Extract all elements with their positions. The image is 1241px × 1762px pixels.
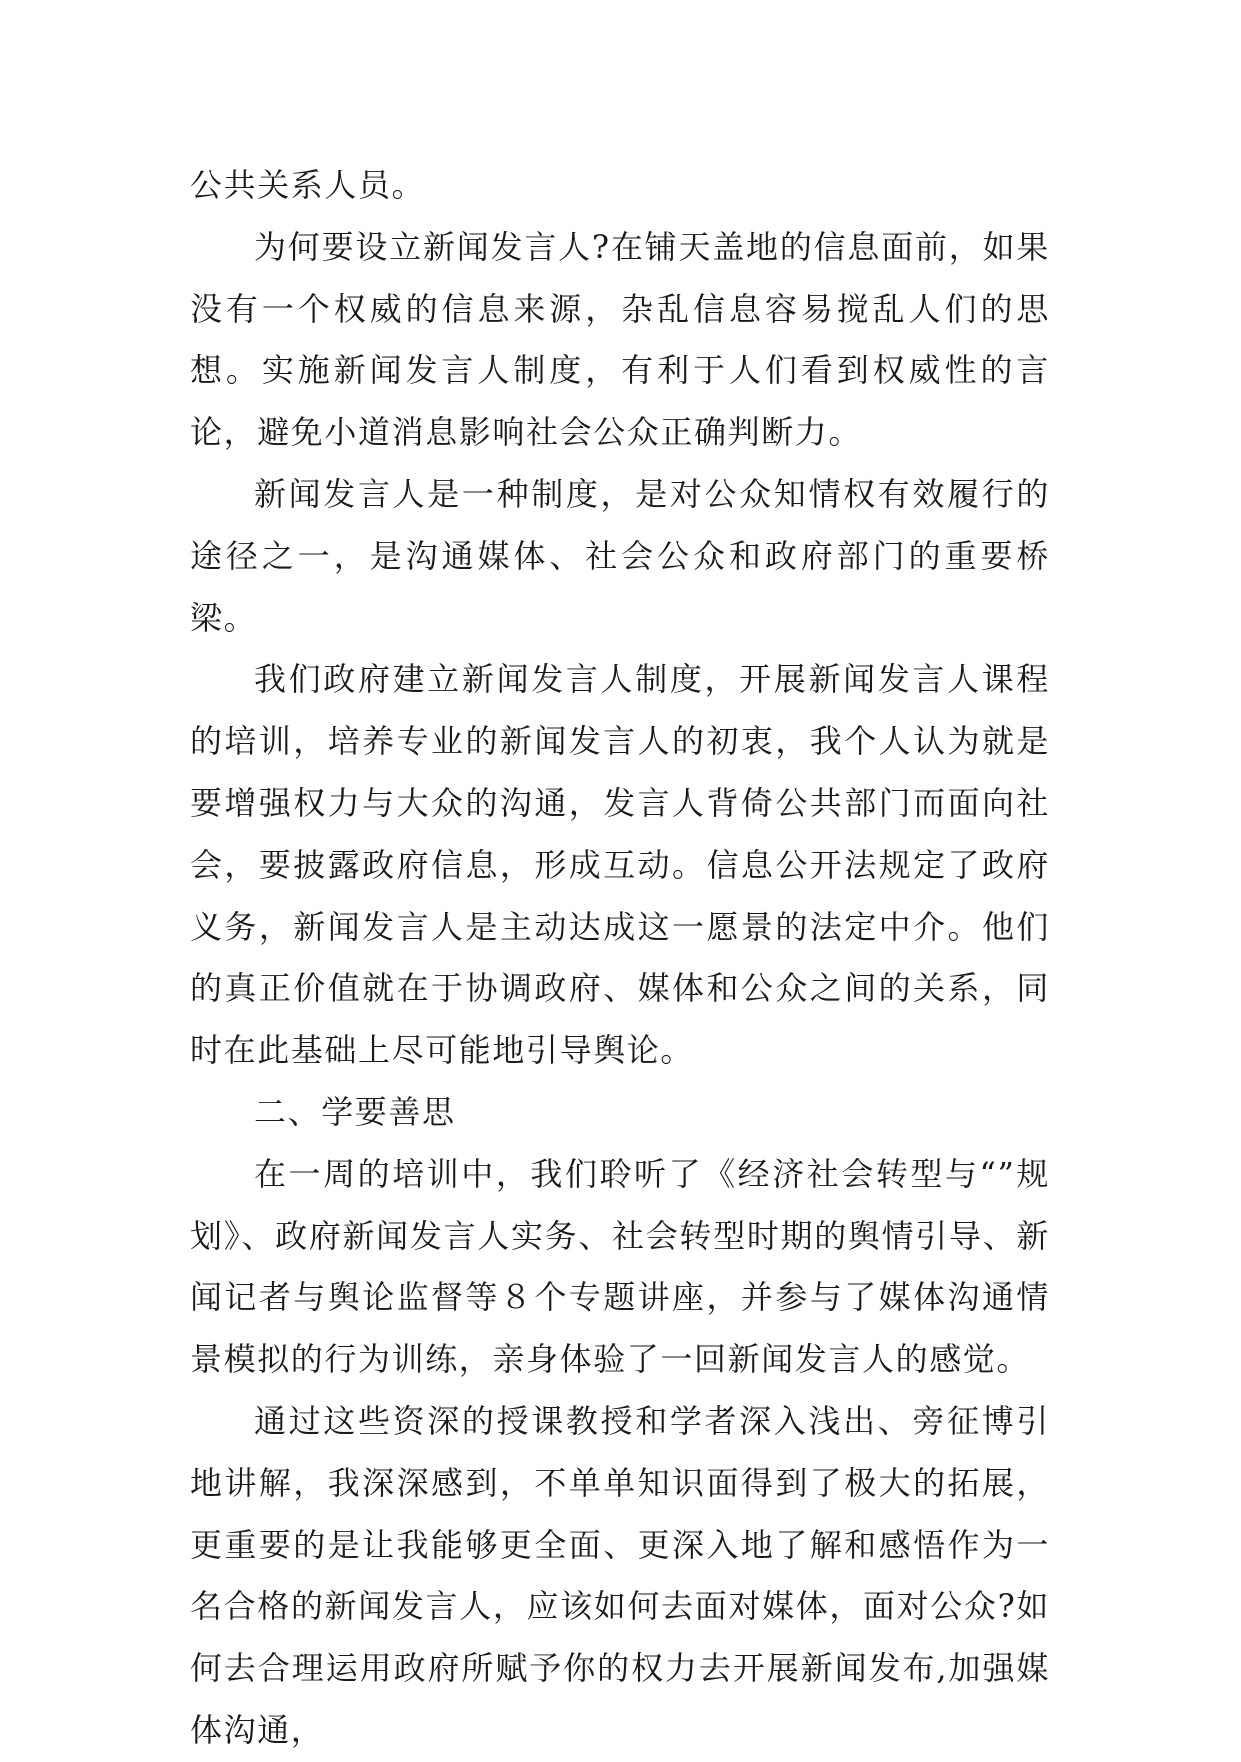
paragraph-training-week: 在一周的培训中，我们聆听了《经济社会转型与“”规划》、政府新闻发言人实务、社会转型时期的舆情引导、新闻记者与舆论监督等８个专题讲座，并参与了媒体沟通情景模拟的行为训练，亲身体验了一回新闻发言人的感觉。 <box>190 1154 1050 1379</box>
paragraph-reflection: 通过这些资深的授课教授和学者深入浅出、旁征博引地讲解，我深深感到，不单单知识面得到了极大的拓展，更重要的是让我能够更全面、更深入地了解和感悟作为一名合格的新闻发言人，应该如何去面对媒体，面对公众?如何去合理运用政府所赋予你的权力去开展新闻发布,加强媒体沟通， <box>190 1401 1050 1749</box>
body-text <box>190 155 1050 1762</box>
paragraph-system-definition: 新闻发言人是一种制度，是对公众知情权有效履行的途径之一，是沟通媒体、社会公众和政府部门的重要桥梁。 <box>190 474 1050 637</box>
paragraph-continuation: 公共关系人员。 <box>190 166 426 204</box>
section-heading-learn-think: 二、学要善思 <box>254 1092 456 1131</box>
paragraph-why-spokesperson: 为何要设立新闻发言人?在铺天盖地的信息面前，如果没有一个权威的信息来源，杂乱信息容易搅乱人们的思想。实施新闻发言人制度，有利于人们看到权威性的言论，避免小道消息影响社会公众正确判断力。 <box>190 227 1050 452</box>
paragraph-government-purpose: 我们政府建立新闻发言人制度，开展新闻发言人课程的培训，培养专业的新闻发言人的初衷，我个人认为就是要增强权力与大众的沟通，发言人背倚公共部门而面向社会，要披露政府信息，形成互动。信息公开法规定了政府义务，新闻发言人是主动达成这一愿景的法定中介。他们的真正价值就在于协调政府、媒体和公众之间的关系，同时在此基础上尽可能地引导舆论。 <box>190 660 1050 1070</box>
